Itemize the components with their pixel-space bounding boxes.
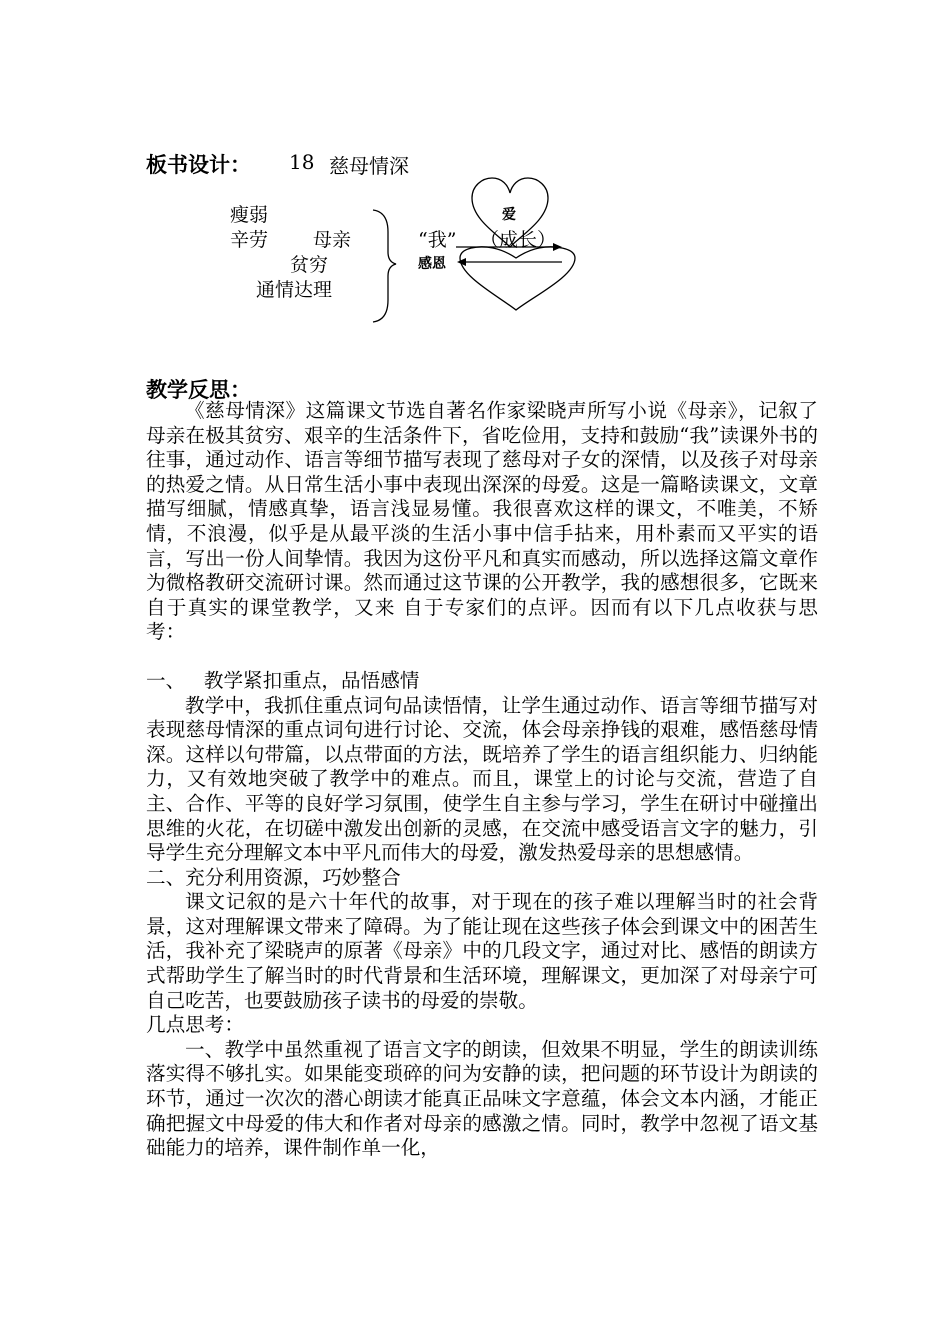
trait-reasonable: 通情达理 — [256, 279, 333, 301]
board-design-label: 板书设计： — [146, 152, 251, 177]
intro-paragraph: 《慈母情深》这篇课文节选自著名作家梁晓声所写小说《母亲》，记叙了母亲在极其贫穷、艰辛的生活条件下，省吃俭用，支持和鼓励“我”读课外书的往事，通过动作、语言等细节描写表现了慈母对子女的深情，以及孩子对母亲的热爱之情。从日常生活小事中表现出深深的母爱。这是一篇略读课文，文章描写细腻，情感真挚，语言浅显易懂。我很喜欢这样的课文，不唯美，不矫情，不浪漫，似乎是从最平淡的生活小事中信手拈来，用朴素而又平实的语言，写出一份人间挚情。我因为这份平凡和真实而感动，所以选择这篇文章作为微格教研交流研讨课。然而通过这节课的公开教学，我的感想很多，它既来自于真实的课堂教学，又来 自于专家们的点评。因而有以下几点收获与思考： — [146, 399, 818, 644]
bottom-heart-shape — [460, 247, 575, 310]
brace-shape — [373, 210, 396, 322]
section2-body: 课文记叙的是六十年代的故事，对于现在的孩子难以理解当时的社会背景，这对理解课文带来了障碍。为了能让现在这些孩子体会到课文中的困苦生活，我补充了梁晓声的原著《母亲》中的几段文字，通过对比、感悟的朗读方式帮助学生了解当时的时代背景和生活环境，理解课文，更加深了对母亲宁可自己吃苦，也要鼓励孩子读书的母爱的崇敬。 — [146, 890, 818, 1012]
section1-title: 一、 教学紧扣重点，品悟感情 — [146, 668, 420, 692]
love-label: 爱 — [502, 207, 516, 223]
gratitude-label: 感恩 — [418, 256, 446, 272]
section1-body: 教学中，我抓住重点词句品读悟情，让学生通过动作、语言等细节描写对表现慈母情深的重点词句进行讨论、交流，体会母亲挣钱的艰难，感悟慈母情深。这样以句带篇，以点带面的方法，既培养了学生的语言组织能力、归纳能力，又有效地突破了教学中的难点。而且，课堂上的讨论与交流，营造了自主、合作、平等的良好学习氛围，使学生自主参与学习，学生在研讨中碰撞出思维的火花，在切磋中激发出创新的灵感，在交流中感受语言文字的魅力，引导学生充分理解文本中平凡而伟大的母爱，激发热爱母亲的思想感情。 — [146, 693, 818, 865]
lesson-title: 慈母情深 — [329, 154, 409, 178]
mother-label: 母亲 — [313, 229, 352, 251]
reflection-body — [146, 399, 818, 1161]
growth-label: （成长） — [480, 229, 557, 251]
trait-hardworking: 辛劳 — [230, 229, 269, 251]
trait-thin: 瘦弱 — [230, 204, 269, 226]
spacer — [146, 645, 818, 669]
trait-poor: 贫穷 — [290, 254, 329, 276]
thought-1: 一、教学中虽然重视了语言文字的朗读，但效果不明显，学生的朗读训练落实得不够扎实。如果能变琐碎的问为安静的读，把问题的环节设计为朗读的环节，通过一次次的潜心朗读才能真正品味文字意蕴，体会文本内涵，才能正确把握文中母爱的伟大和作者对母亲的感激之情。同时，教学中忽视了语文基础能力的培养，课件制作单一化， — [146, 1037, 818, 1160]
child-label: “我” — [418, 229, 457, 251]
section2-title: 二、充分利用资源，巧妙整合 — [146, 865, 401, 889]
thoughts-title: 几点思考： — [146, 1013, 244, 1037]
reflection-heading: 教学反思： — [146, 377, 251, 402]
lesson-number: 18 — [289, 150, 315, 174]
